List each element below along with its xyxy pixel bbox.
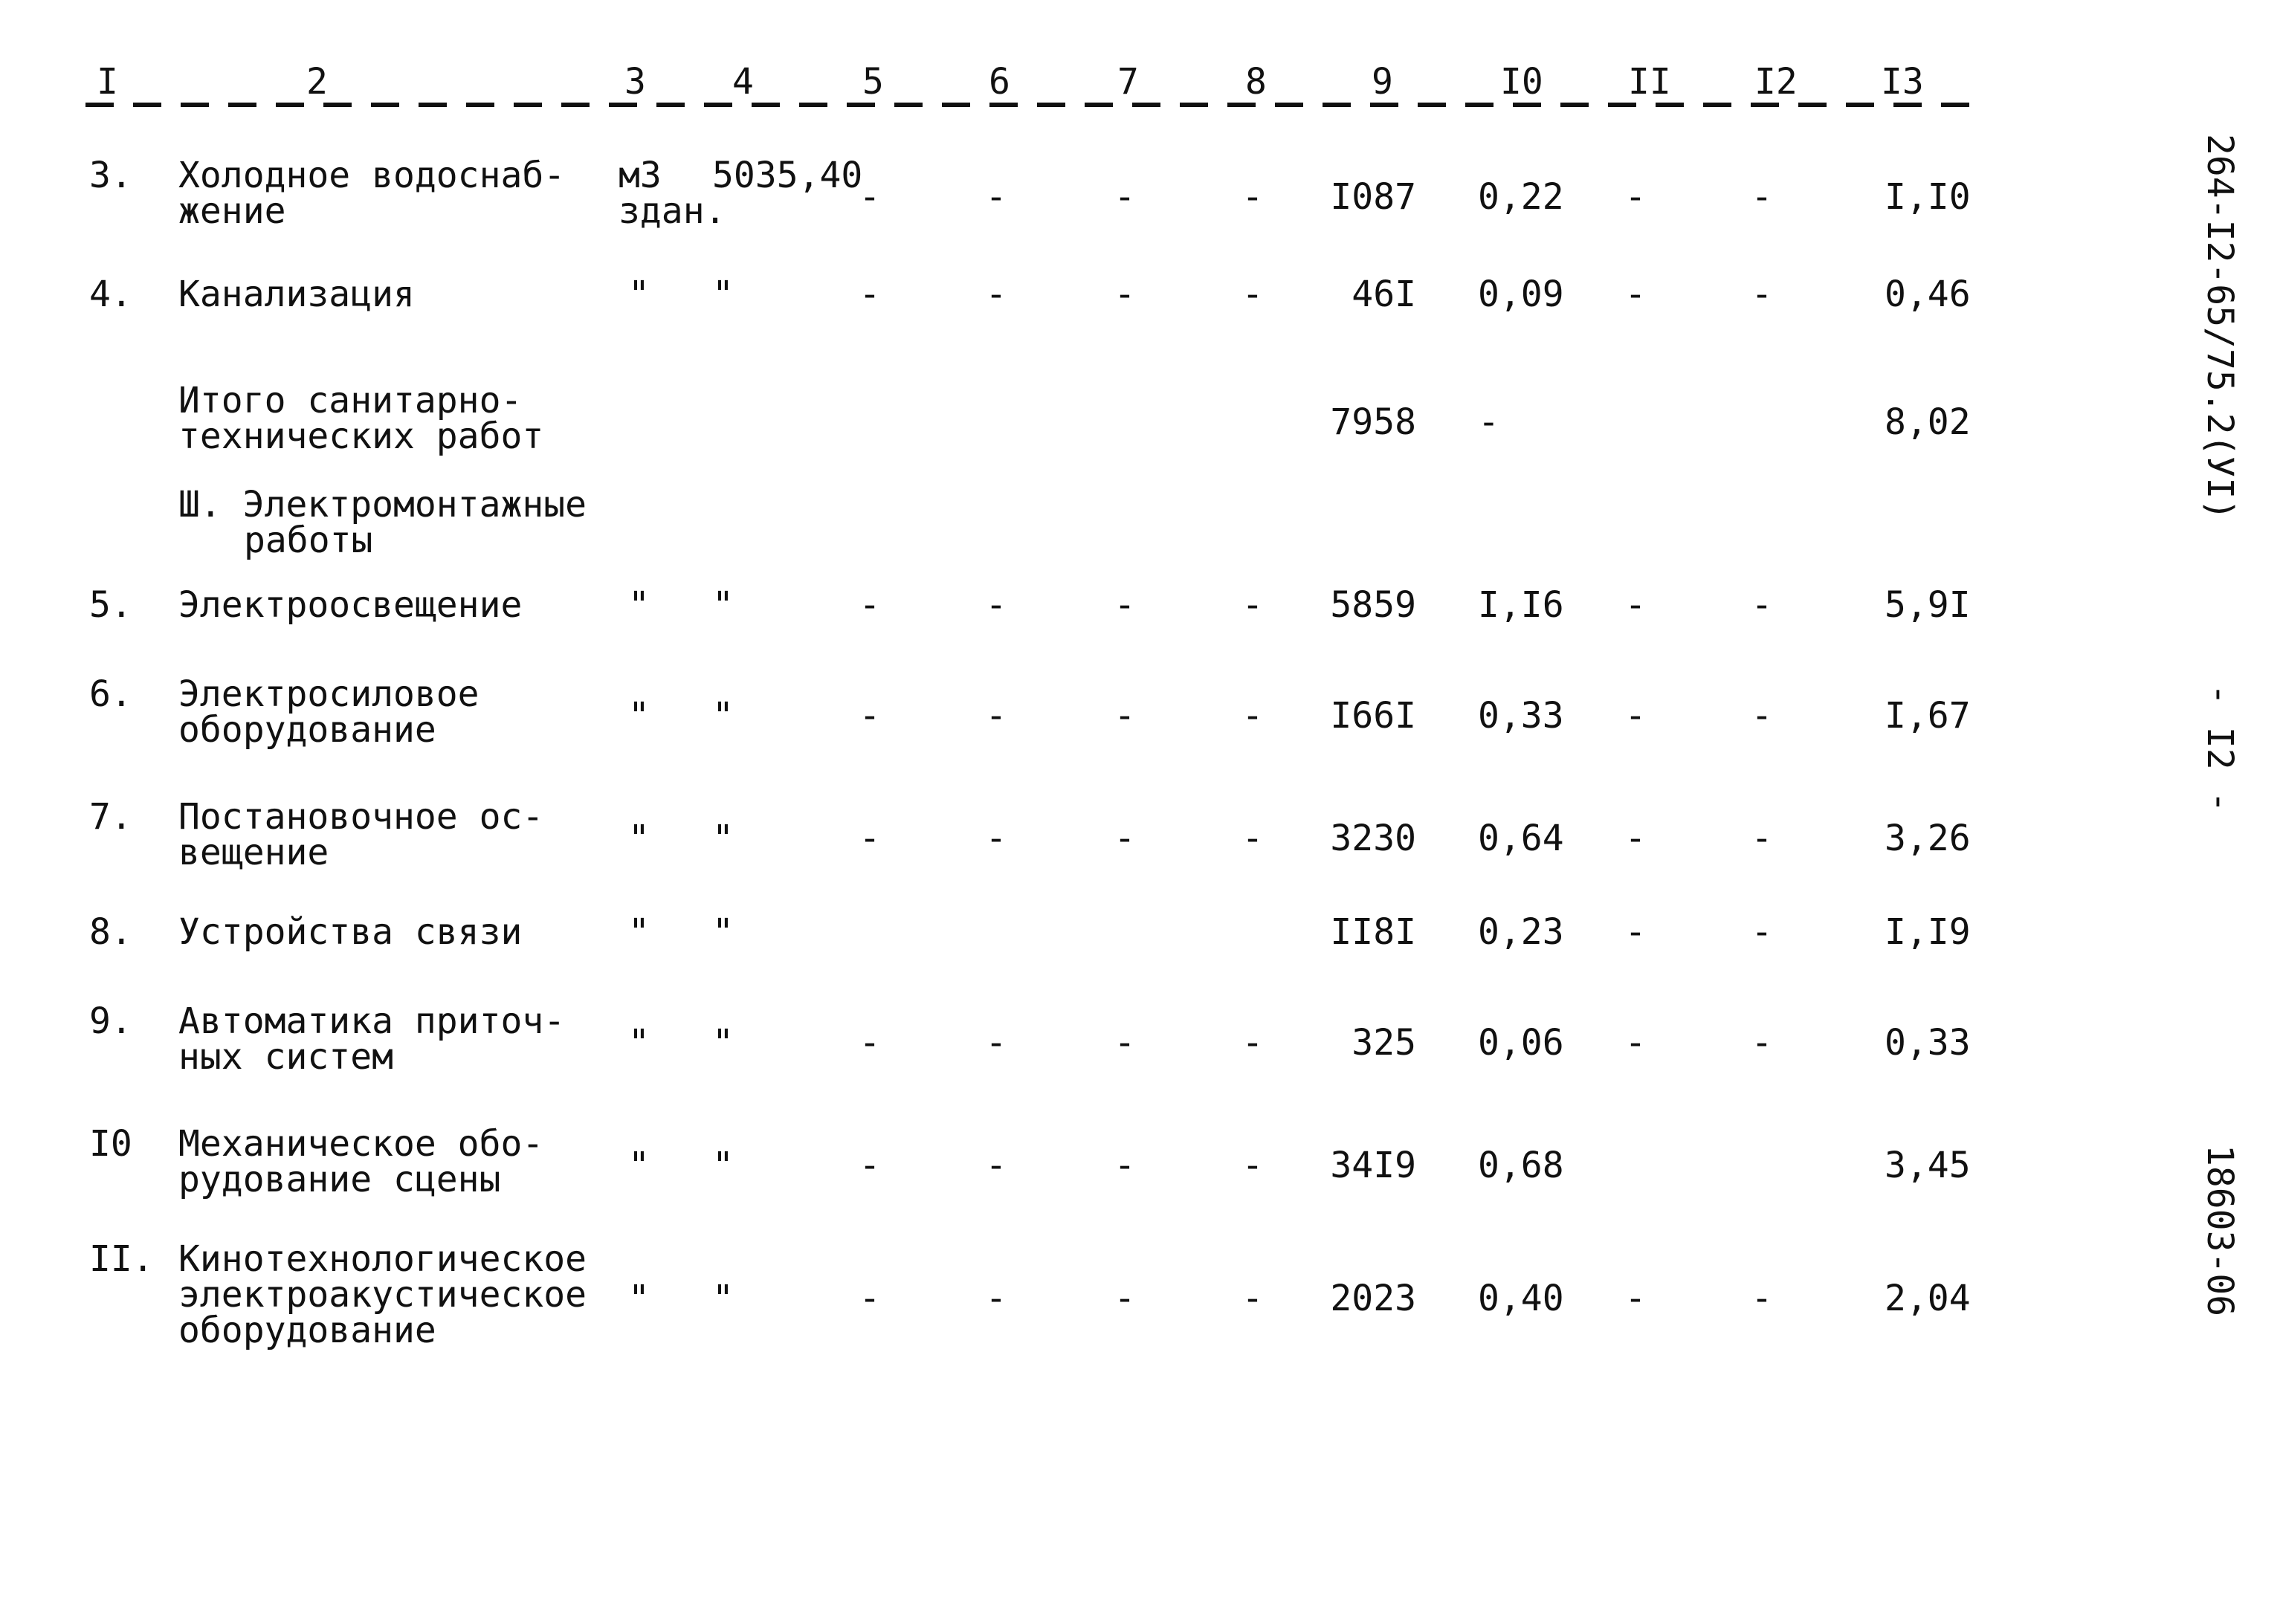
table-row-7-number: 7. xyxy=(89,796,132,838)
table-row-5-cost: 5859 xyxy=(1330,584,1416,626)
table-row-11-c8: - xyxy=(1241,1278,1264,1319)
table-row-10-per-unit: 0,68 xyxy=(1478,1145,1564,1186)
table-row-8-cost: II8I xyxy=(1330,911,1416,953)
table-row-5-c11: - xyxy=(1624,584,1647,626)
table-row-7-c6: - xyxy=(985,818,1007,859)
table-row-6-total: I,67 xyxy=(1885,695,1971,737)
table-row-7-cost: 3230 xyxy=(1330,818,1416,859)
table-row-11-name-line: оборудование xyxy=(178,1310,436,1351)
col-header-7: 7 xyxy=(1117,61,1139,103)
table-row-9-cost: 325 xyxy=(1352,1022,1416,1064)
table-row-2-name-line: Канализация xyxy=(178,274,415,315)
table-row-9-per-unit: 0,06 xyxy=(1478,1022,1564,1064)
header-dashed-rule xyxy=(85,103,1989,107)
table-row-1-c12: - xyxy=(1751,176,1773,218)
table-row-6-c12: - xyxy=(1751,695,1773,737)
table-row-10-c8: - xyxy=(1241,1145,1264,1186)
col-header-6: 6 xyxy=(989,61,1010,103)
table-row-10-number: I0 xyxy=(89,1123,132,1165)
table-row-10-c7: - xyxy=(1114,1145,1136,1186)
table-row-11-total: 2,04 xyxy=(1885,1278,1971,1319)
table-row-2-total: 0,46 xyxy=(1885,274,1971,315)
table-row-1-per-unit: 0,22 xyxy=(1478,176,1564,218)
table-row-5-name-line: Электроосвещение xyxy=(178,584,523,626)
table-row-8-quantity: " xyxy=(712,911,734,953)
table-row-11-c6: - xyxy=(985,1278,1007,1319)
table-row-8-unit: " xyxy=(628,911,650,953)
table-row-7-c5: - xyxy=(859,818,881,859)
table-row-5-c8: - xyxy=(1241,584,1264,626)
table-row-2-c12: - xyxy=(1751,274,1773,315)
table-row-7-c7: - xyxy=(1114,818,1136,859)
table-row-1-name-line: Холодное водоснаб- xyxy=(178,155,566,196)
table-row-10-unit: " xyxy=(628,1145,650,1186)
table-row-6-c6: - xyxy=(985,695,1007,737)
table-row-11-c7: - xyxy=(1114,1278,1136,1319)
table-row-8-number: 8. xyxy=(89,911,132,953)
table-row-1-c11: - xyxy=(1624,176,1647,218)
table-row-6-quantity: " xyxy=(712,695,734,737)
col-header-3: 3 xyxy=(624,61,646,103)
table-row-2-per-unit: 0,09 xyxy=(1478,274,1564,315)
table-row-2-c6: - xyxy=(985,274,1007,315)
table-row-7-name-line: Постановочное ос- xyxy=(178,796,544,838)
table-row-7-c11: - xyxy=(1624,818,1647,859)
table-row-11-c12: - xyxy=(1751,1278,1773,1319)
col-header-13: I3 xyxy=(1881,61,1924,103)
col-header-9: 9 xyxy=(1372,61,1393,103)
table-row-6-c11: - xyxy=(1624,695,1647,737)
page-number: - I2 - xyxy=(2199,684,2241,813)
table-row-9-c8: - xyxy=(1241,1022,1264,1064)
table-row-8-total: I,I9 xyxy=(1885,911,1971,953)
table-row-9-unit: " xyxy=(628,1022,650,1064)
table-row-3-per-unit: - xyxy=(1478,401,1499,443)
table-row-5-per-unit: I,I6 xyxy=(1478,584,1564,626)
col-header-4: 4 xyxy=(732,61,754,103)
table-row-6-c5: - xyxy=(859,695,881,737)
table-row-11-c5: - xyxy=(859,1278,881,1319)
table-row-11-name-line: электроакустическое xyxy=(178,1274,587,1316)
table-row-2-c5: - xyxy=(859,274,881,315)
table-row-6-c8: - xyxy=(1241,695,1264,737)
table-row-6-unit: " xyxy=(628,695,650,737)
table-row-7-c8: - xyxy=(1241,818,1264,859)
document-code: 264-I2-65/75.2(УI) xyxy=(2199,134,2241,521)
col-header-5: 5 xyxy=(862,61,884,103)
table-row-11-unit: " xyxy=(628,1278,650,1319)
table-row-6-per-unit: 0,33 xyxy=(1478,695,1564,737)
table-row-5-unit: " xyxy=(628,584,650,626)
sheet-number: 18603-06 xyxy=(2199,1145,2241,1317)
table-row-9-c12: - xyxy=(1751,1022,1773,1064)
table-row-11-quantity: " xyxy=(712,1278,734,1319)
col-header-10: I0 xyxy=(1500,61,1543,103)
table-row-6-cost: I66I xyxy=(1330,695,1416,737)
table-row-4-name-line: работы xyxy=(244,520,373,561)
table-row-8-name-line: Устройства связи xyxy=(178,911,523,953)
table-row-10-total: 3,45 xyxy=(1885,1145,1971,1186)
table-row-10-c6: - xyxy=(985,1145,1007,1186)
table-row-1-c7: - xyxy=(1114,176,1136,218)
table-row-3-total: 8,02 xyxy=(1885,401,1971,443)
table-row-11-cost: 2023 xyxy=(1330,1278,1416,1319)
table-row-1-unit: здан. xyxy=(619,190,726,232)
col-header-12: I2 xyxy=(1754,61,1798,103)
table-row-2-unit: " xyxy=(628,274,650,315)
table-row-5-quantity: " xyxy=(712,584,734,626)
table-row-2-number: 4. xyxy=(89,274,132,315)
table-row-3-name-line: Итого санитарно- xyxy=(178,380,523,421)
table-row-2-quantity: " xyxy=(712,274,734,315)
table-row-6-c7: - xyxy=(1114,695,1136,737)
table-row-6-number: 6. xyxy=(89,673,132,715)
table-row-11-c11: - xyxy=(1624,1278,1647,1319)
table-row-7-total: 3,26 xyxy=(1885,818,1971,859)
table-row-5-number: 5. xyxy=(89,584,132,626)
table-row-8-per-unit: 0,23 xyxy=(1478,911,1564,953)
table-row-1-number: 3. xyxy=(89,155,132,196)
table-row-7-quantity: " xyxy=(712,818,734,859)
table-row-10-quantity: " xyxy=(712,1145,734,1186)
table-row-9-name-line: ных систем xyxy=(178,1036,393,1078)
table-row-9-c7: - xyxy=(1114,1022,1136,1064)
table-row-10-cost: 34I9 xyxy=(1330,1145,1416,1186)
table-row-3-cost: 7958 xyxy=(1330,401,1416,443)
table-row-11-number: II. xyxy=(89,1238,154,1280)
table-row-6-name-line: Электросиловое xyxy=(178,673,479,715)
table-row-7-unit: " xyxy=(628,818,650,859)
table-row-1-unit: м3 xyxy=(619,155,662,196)
col-header-8: 8 xyxy=(1245,61,1267,103)
table-row-5-c6: - xyxy=(985,584,1007,626)
table-row-2-c7: - xyxy=(1114,274,1136,315)
table-row-7-per-unit: 0,64 xyxy=(1478,818,1564,859)
table-row-9-quantity: " xyxy=(712,1022,734,1064)
table-row-9-number: 9. xyxy=(89,1000,132,1042)
table-row-1-total: I,I0 xyxy=(1885,176,1971,218)
table-row-1-cost: I087 xyxy=(1330,176,1416,218)
col-header-11: II xyxy=(1628,61,1671,103)
table-row-10-name-line: Механическое обо- xyxy=(178,1123,544,1165)
table-row-11-name-line: Кинотехнологическое xyxy=(178,1238,587,1280)
table-row-5-c12: - xyxy=(1751,584,1773,626)
table-row-3-name-line: технических работ xyxy=(178,415,544,457)
table-row-1-c6: - xyxy=(985,176,1007,218)
table-row-7-c12: - xyxy=(1751,818,1773,859)
table-row-10-c5: - xyxy=(859,1145,881,1186)
table-row-5-total: 5,9I xyxy=(1885,584,1971,626)
table-row-11-per-unit: 0,40 xyxy=(1478,1278,1564,1319)
table-row-6-name-line: оборудование xyxy=(178,709,436,751)
table-row-8-c12: - xyxy=(1751,911,1773,953)
table-row-8-c11: - xyxy=(1624,911,1647,953)
col-header-2: 2 xyxy=(306,61,328,103)
table-row-2-c8: - xyxy=(1241,274,1264,315)
table-row-1-c5: - xyxy=(859,176,881,218)
table-row-5-c7: - xyxy=(1114,584,1136,626)
table-row-1-c8: - xyxy=(1241,176,1264,218)
table-row-2-c11: - xyxy=(1624,274,1647,315)
table-row-4-name-line: Ш. Электромонтажные xyxy=(178,484,587,525)
table-row-2-cost: 46I xyxy=(1352,274,1416,315)
table-row-5-c5: - xyxy=(859,584,881,626)
table-row-1-name-line: жение xyxy=(178,190,286,232)
table-row-9-c5: - xyxy=(859,1022,881,1064)
table-row-7-name-line: вещение xyxy=(178,832,329,873)
table-row-9-c6: - xyxy=(985,1022,1007,1064)
table-row-9-total: 0,33 xyxy=(1885,1022,1971,1064)
col-header-1: I xyxy=(97,61,118,103)
table-row-10-name-line: рудование сцены xyxy=(178,1159,501,1200)
table-row-9-name-line: Автоматика приточ- xyxy=(178,1000,566,1042)
table-row-1-quantity: 5035,40 xyxy=(712,155,863,196)
table-row-9-c11: - xyxy=(1624,1022,1647,1064)
